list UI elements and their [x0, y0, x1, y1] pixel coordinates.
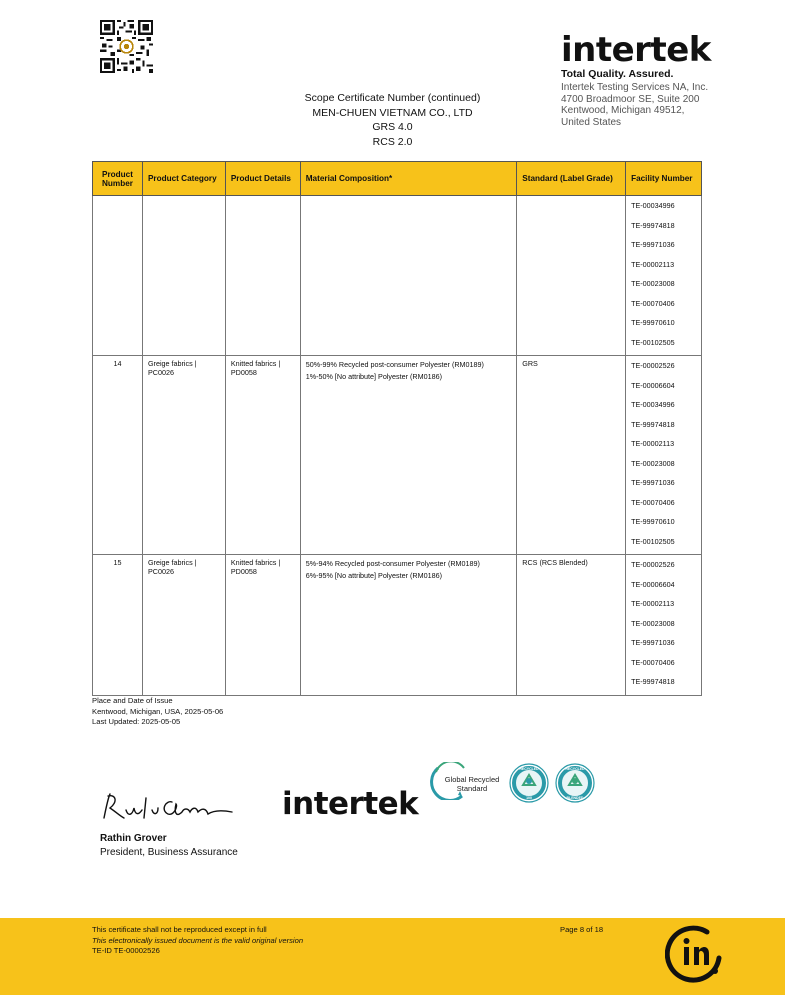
cell-product-category: Greige fabrics | PC0026 — [142, 555, 225, 696]
facility-number: TE-00070406 — [631, 298, 675, 308]
cell-material-composition — [300, 196, 517, 356]
grs-seal — [428, 762, 504, 800]
composition-line: 50%-99% Recycled post-consumer Polyester (RM0189) — [305, 360, 484, 369]
facility-number: TE-99970610 — [631, 318, 675, 327]
composition-line: 5%-94% Recycled post-consumer Polyester (RM0189) — [305, 559, 480, 568]
standard-grs: GRS 4.0 — [372, 121, 413, 133]
col-standard: Standard (Label Grade) — [517, 162, 626, 196]
cell-product-number: 14 — [93, 356, 143, 555]
composition-line: 1%-50% [No attribute] Polyester (RM0186) — [305, 372, 442, 381]
table-body — [93, 196, 702, 696]
place-label: Place and Date of Issue — [92, 696, 173, 705]
table-header-row — [93, 162, 702, 196]
col-product-category: Product Category — [142, 162, 225, 196]
cell-product-details: Knitted fabrics | PD0058 — [225, 555, 300, 696]
table-row — [93, 555, 702, 696]
cell-product-number — [93, 196, 143, 356]
page-number: Page 8 of 18 — [560, 925, 604, 934]
facility-number: TE-99971036 — [631, 478, 675, 487]
footer-te-id: TE-ID TE-00002526 — [92, 946, 160, 955]
cell-product-category: Greige fabrics | PC0026 — [142, 356, 225, 555]
facility-number: TE-99971036 — [631, 638, 675, 647]
header-line: Scope Certificate Number (continued) — [304, 92, 481, 104]
certificate-header — [240, 91, 545, 149]
footer-line1: This certificate shall not be reproduced except in full — [92, 925, 267, 934]
facility-number: TE-00023008 — [631, 618, 675, 628]
footer-notes — [92, 925, 303, 957]
cell-product-category — [142, 196, 225, 356]
table-row — [93, 196, 702, 356]
place-value: Kentwood, Michigan, USA, 2025-05-06 — [92, 706, 224, 716]
svg-text:RECYCLED: RECYCLED — [565, 767, 585, 771]
facility-number: TE-99970610 — [631, 517, 675, 526]
grs-line2: Standard — [456, 784, 488, 793]
company-name: MEN-CHUEN VIETNAM CO., LTD — [312, 106, 473, 119]
col-product-details: Product Details — [225, 162, 300, 196]
facility-number: TE-00002113 — [631, 259, 675, 269]
cell-product-details: Knitted fabrics | PD0058 — [225, 356, 300, 555]
brand-address: Intertek Testing Services NA, Inc. 4700 Broadmoor SE, Suite 200 Kentwood, Michigan 49512, United States — [561, 82, 709, 128]
facility-number: TE-00070406 — [631, 497, 675, 507]
brand-tagline: Total Quality. Assured. — [561, 68, 674, 80]
rcs-blended-seal — [555, 763, 595, 803]
svg-text:RECYCLED: RECYCLED — [519, 767, 539, 771]
signer-block — [100, 832, 238, 860]
intertek-in-logo-icon — [665, 924, 725, 984]
grs-line1: Global Recycled — [444, 775, 500, 784]
facility-number: TE-00023008 — [631, 458, 675, 468]
cell-standard: RCS (RCS Blended) — [517, 555, 626, 696]
signer-name: Rathin Grover — [100, 833, 167, 844]
cell-material-composition — [300, 555, 517, 696]
qr-code — [100, 20, 153, 73]
intertek-logo: intertek — [561, 30, 711, 70]
footer-line2: This electronically issued document is the valid original version — [92, 935, 304, 945]
col-product-number: Product Number — [93, 162, 143, 196]
brand-block — [561, 30, 761, 128]
facility-number: TE-00070406 — [631, 657, 675, 667]
cell-product-details — [225, 196, 300, 356]
facility-number: TE-00034996 — [631, 201, 675, 210]
svg-text:100: 100 — [526, 796, 532, 800]
facility-number: TE-00002113 — [631, 599, 675, 608]
facility-number: TE-00002113 — [631, 439, 675, 448]
col-facility-number: Facility Number — [626, 162, 702, 196]
table-row — [93, 356, 702, 555]
signature-image — [98, 788, 243, 828]
facility-number: TE-00006604 — [631, 380, 675, 390]
cell-standard — [517, 196, 626, 356]
facility-number: TE-99974818 — [631, 677, 675, 686]
cell-facility-numbers — [626, 555, 702, 696]
scope-table — [92, 161, 702, 696]
last-updated: Last Updated: 2025-05-05 — [92, 717, 181, 726]
cell-facility-numbers — [626, 196, 702, 356]
composition-line: 6%-95% [No attribute] Polyester (RM0186) — [305, 571, 442, 580]
cell-standard: GRS — [517, 356, 626, 555]
standard-rcs: RCS 2.0 — [372, 135, 413, 148]
facility-number: TE-00002526 — [631, 361, 675, 370]
facility-number: TE-00002526 — [631, 560, 675, 569]
svg-text:BLENDED: BLENDED — [566, 796, 584, 800]
rcs-100-seal — [509, 763, 549, 803]
facility-number: TE-99974818 — [631, 419, 675, 429]
col-material-composition: Material Composition* — [300, 162, 517, 196]
signer-title: President, Business Assurance — [100, 847, 238, 858]
cell-facility-numbers — [626, 356, 702, 555]
cell-material-composition — [300, 356, 517, 555]
facility-number: TE-00102505 — [631, 337, 675, 347]
place-date-block — [92, 696, 223, 728]
cell-product-number: 15 — [93, 555, 143, 696]
facility-number: TE-00102505 — [631, 536, 675, 546]
facility-number: TE-00034996 — [631, 400, 675, 409]
intertek-logo-center: intertek — [282, 786, 419, 822]
facility-number: TE-00006604 — [631, 579, 675, 589]
facility-number: TE-99971036 — [631, 240, 675, 249]
facility-number: TE-99974818 — [631, 220, 675, 230]
facility-number: TE-00023008 — [631, 279, 675, 288]
footer-bar — [0, 918, 785, 995]
